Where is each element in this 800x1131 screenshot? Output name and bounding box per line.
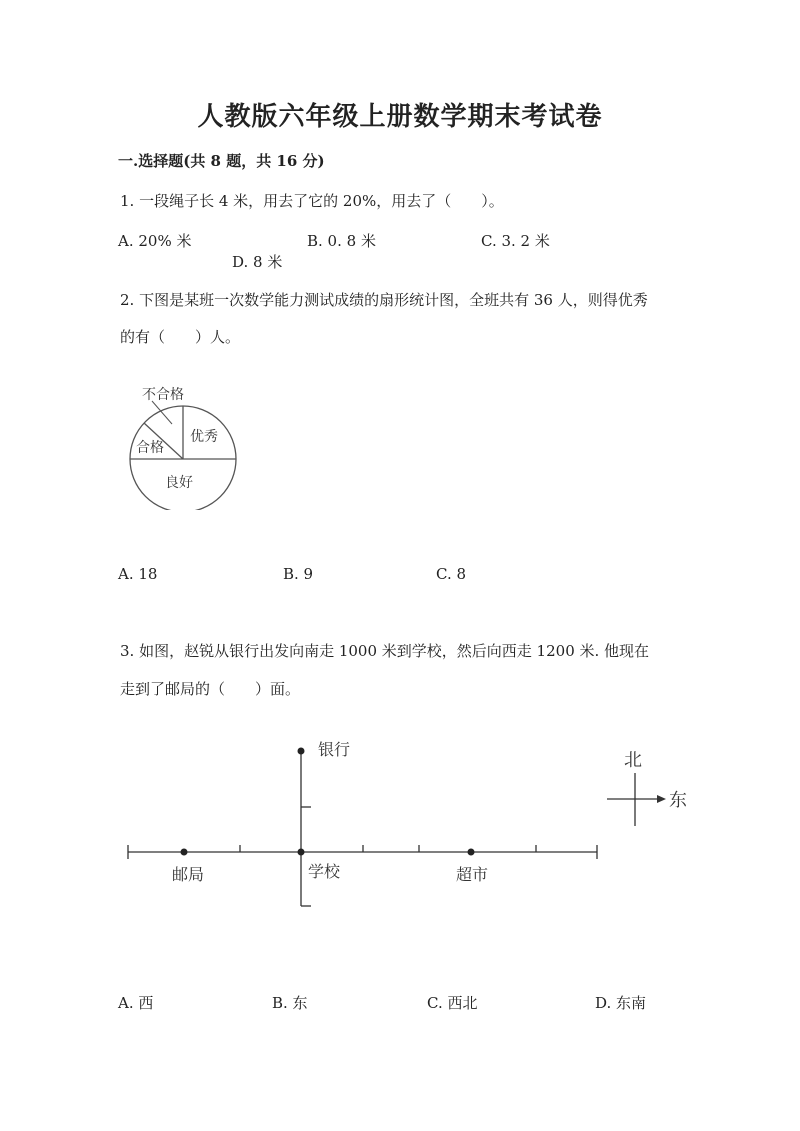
pie-chart (120, 380, 250, 510)
pie-label-good: 良好 (165, 475, 193, 491)
pie-label-fail: 不合格 (142, 387, 184, 403)
question-1-option-b: B. 0. 8 米 (307, 232, 376, 250)
supermarket-point (468, 849, 475, 856)
question-1-stem: 1. 一段绳子长 4 米，用去了它的 20%，用去了（ ）。 (120, 192, 504, 210)
compass-east-label: 东 (669, 790, 687, 811)
question-3-option-d: D. 东南 (595, 994, 647, 1012)
pie-label-excellent: 优秀 (190, 429, 218, 445)
question-2-option-b: B. 9 (283, 565, 314, 583)
page-title: 人教版六年级上册数学期末考试卷 (197, 102, 603, 132)
question-2-stem-line-2: 的有（ ）人。 (120, 328, 241, 346)
question-3-option-b: B. 东 (272, 994, 308, 1012)
question-3-option-c: C. 西北 (427, 994, 478, 1012)
question-2-option-c: C. 8 (436, 565, 467, 583)
school-point (298, 849, 305, 856)
label-school: 学校 (308, 862, 341, 881)
question-3-stem-line-2: 走到了邮局的（ ）面。 (120, 680, 301, 698)
question-1-option-c: C. 3. 2 米 (481, 232, 550, 250)
question-3-option-a: A. 西 (118, 994, 154, 1012)
east-arrow-icon (657, 795, 666, 803)
pie-label-leader (152, 401, 172, 424)
compass-north-label: 北 (624, 750, 642, 771)
post-office-point (181, 849, 188, 856)
label-supermarket: 超市 (456, 865, 489, 884)
label-bank: 银行 (318, 740, 351, 759)
section-heading: 一.选择题(共 8 题，共 16 分) (118, 152, 325, 170)
question-2-option-a: A. 18 (118, 565, 158, 583)
question-2-stem-line-1: 2. 下图是某班一次数学能力测试成绩的扇形统计图，全班共有 36 人，则得优秀 (120, 291, 648, 309)
pie-label-pass: 合格 (136, 440, 164, 456)
bank-point (298, 748, 305, 755)
question-3-stem-line-1: 3. 如图，赵锐从银行出发向南走 1000 米到学校，然后向西走 1200 米. 他现在 (120, 642, 650, 660)
question-1-option-a: A. 20% 米 (118, 232, 192, 250)
label-post-office: 邮局 (172, 865, 205, 884)
question-1-option-d: D. 8 米 (232, 253, 283, 271)
map-diagram (110, 730, 710, 920)
